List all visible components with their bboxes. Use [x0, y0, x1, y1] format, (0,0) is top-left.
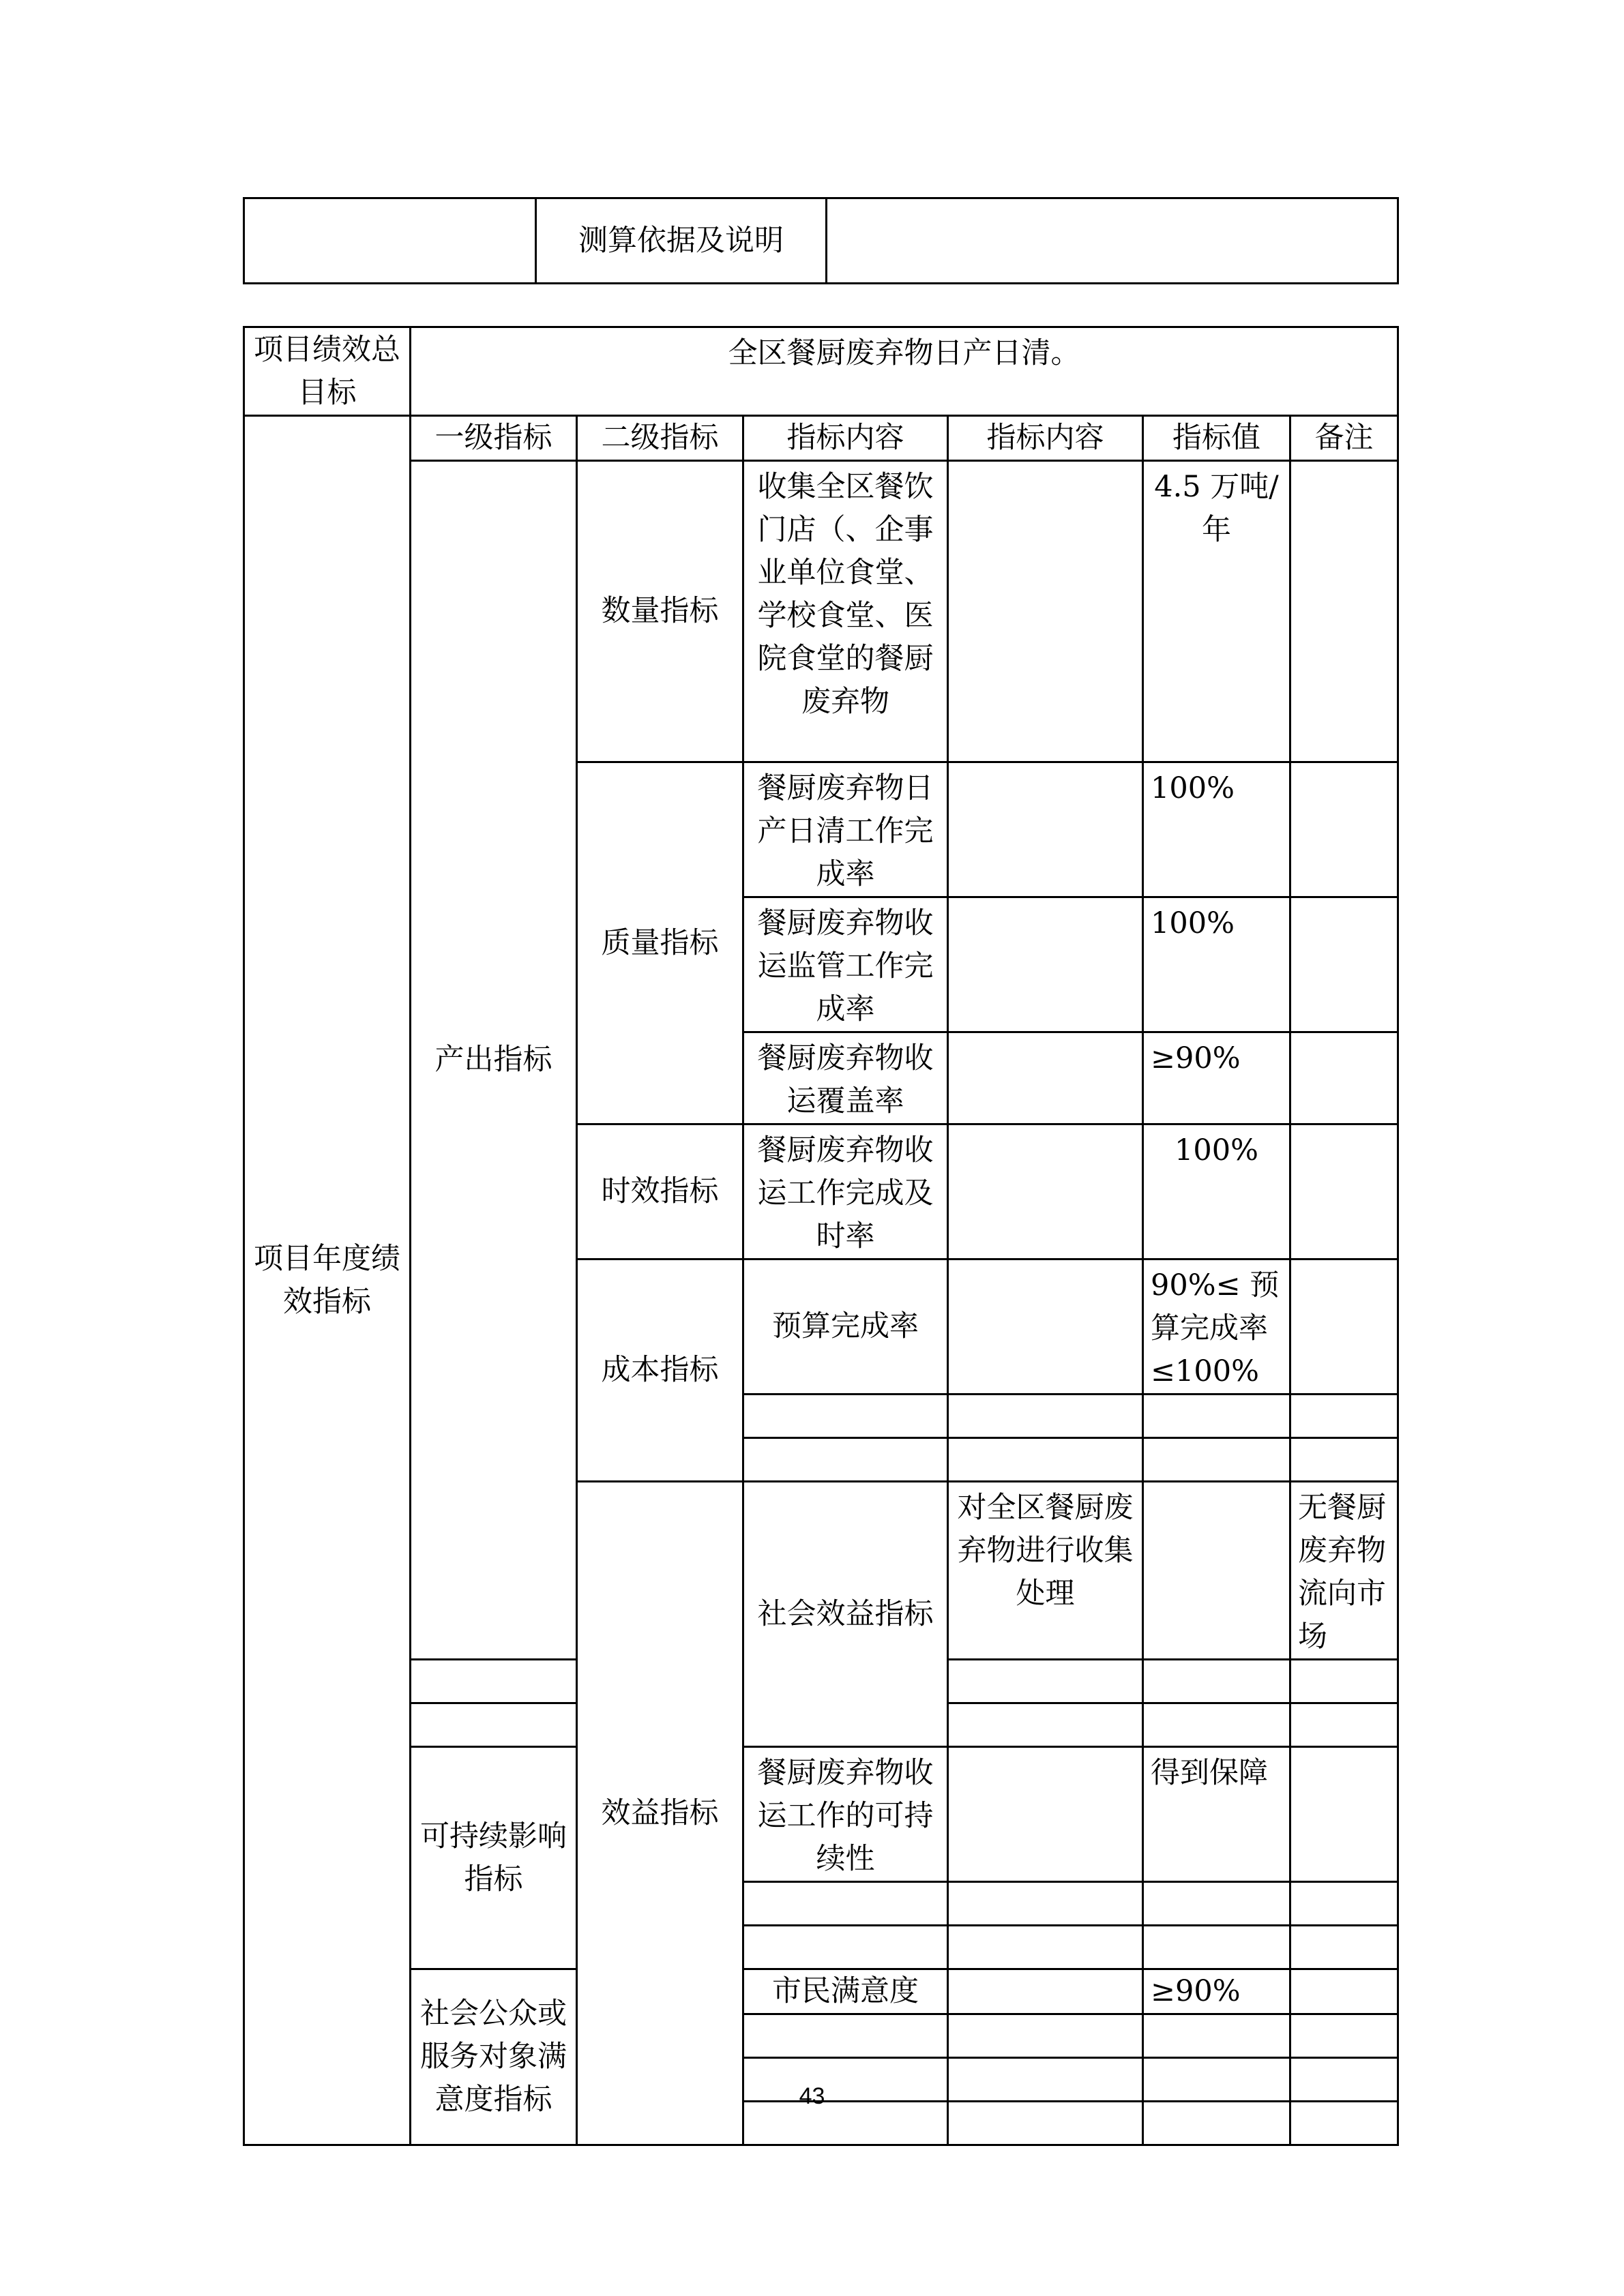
remark-cell [1290, 1259, 1398, 1395]
table-row [244, 1969, 1398, 2014]
indicator-content-2 [948, 1032, 1143, 1124]
goal-label: 项目绩效总目标 [244, 327, 411, 416]
goal-value: 全区餐厨废弃物日产日清。 [411, 327, 1398, 416]
level2-social-benefit: 社会效益指标 [743, 1482, 948, 1747]
remark-cell [1290, 762, 1398, 897]
header-value: 指标值 [1143, 416, 1290, 461]
level2-timeliness: 时效指标 [577, 1124, 743, 1259]
empty-cell [1290, 1703, 1398, 1747]
remark-cell [1290, 1747, 1398, 1882]
indicator-content: 预算完成率 [743, 1259, 948, 1395]
indicator-content: 餐厨废弃物收运覆盖率 [743, 1032, 948, 1124]
page-number: 43 [799, 2083, 825, 2109]
indicator-value: 90%≤ 预算完成率≤100% [1143, 1259, 1290, 1395]
level2-quality: 质量指标 [577, 762, 743, 1124]
empty-cell [1143, 1438, 1290, 1482]
empty-cell [1143, 1703, 1290, 1747]
indicator-content-2 [948, 1969, 1143, 2014]
empty-cell [1143, 1882, 1290, 1926]
header-remark: 备注 [1290, 416, 1398, 461]
empty-cell [1143, 1926, 1290, 1969]
empty-cell [1290, 1926, 1398, 1969]
empty-cell [743, 1926, 948, 1969]
empty-cell [1290, 1660, 1398, 1703]
indicator-value: ≥90% [1143, 1032, 1290, 1124]
level2-quantity: 数量指标 [577, 461, 743, 762]
empty-cell [948, 1926, 1143, 1969]
empty-cell [948, 1703, 1143, 1747]
empty-cell [948, 1438, 1143, 1482]
level2-sustainable: 可持续影响指标 [411, 1747, 577, 1969]
empty-cell [1143, 2014, 1290, 2058]
calc-basis-table [243, 197, 1399, 284]
header-content-2: 指标内容 [948, 416, 1143, 461]
indicator-content-2 [948, 897, 1143, 1032]
indicator-content: 市民满意度 [743, 1969, 948, 2014]
empty-cell [948, 1395, 1143, 1438]
indicator-value: 无餐厨废弃物流向市场 [1290, 1482, 1398, 1660]
header-level2: 二级指标 [577, 416, 743, 461]
indicator-value: 4.5 万吨/年 [1143, 461, 1290, 762]
remark-cell [1290, 897, 1398, 1032]
level1-output: 产出指标 [411, 461, 577, 1660]
table-row [244, 1747, 1398, 1882]
indicator-content: 对全区餐厨废弃物进行收集处理 [948, 1482, 1143, 1660]
empty-cell [948, 1882, 1143, 1926]
indicator-value: 100% [1143, 897, 1290, 1032]
remark-cell [1290, 1032, 1398, 1124]
empty-cell [743, 1882, 948, 1926]
remark-cell [1290, 1124, 1398, 1259]
indicator-content-2 [948, 461, 1143, 762]
header-content: 指标内容 [743, 416, 948, 461]
header-level1: 一级指标 [411, 416, 577, 461]
empty-cell [1290, 1438, 1398, 1482]
empty-cell [244, 198, 536, 284]
indicator-content: 餐厨废弃物收运监管工作完成率 [743, 897, 948, 1032]
goal-row [244, 327, 1398, 416]
indicator-value: 100% [1143, 1124, 1290, 1259]
empty-cell [948, 2014, 1143, 2058]
indicator-content: 收集全区餐饮门店（、企事业单位食堂、学校食堂、医院食堂的餐厨废弃物 [743, 461, 948, 762]
level2-satisfaction: 社会公众或服务对象满意度指标 [411, 1969, 577, 2145]
empty-cell [411, 1703, 577, 1747]
indicator-content: 餐厨废弃物日产日清工作完成率 [743, 762, 948, 897]
indicator-value: ≥90% [1143, 1969, 1290, 2014]
empty-cell [1290, 2014, 1398, 2058]
indicator-content-2 [948, 1124, 1143, 1259]
empty-cell [948, 1660, 1143, 1703]
indicator-content-2 [1143, 1482, 1290, 1660]
indicator-content-2 [948, 762, 1143, 897]
performance-table [243, 326, 1399, 2146]
indicator-content-2 [948, 1747, 1143, 1882]
empty-cell [1143, 1660, 1290, 1703]
remark-cell [1290, 461, 1398, 762]
empty-cell [743, 1438, 948, 1482]
level1-benefit: 效益指标 [577, 1482, 743, 2145]
indicator-value: 得到保障 [1143, 1747, 1290, 1882]
level2-cost: 成本指标 [577, 1259, 743, 1482]
indicator-content-2 [948, 1259, 1143, 1395]
calc-basis-row [244, 198, 1398, 284]
indicator-value: 100% [1143, 762, 1290, 897]
remark-cell [1290, 1969, 1398, 2014]
table-row [244, 461, 1398, 762]
indicator-content: 餐厨废弃物收运工作完成及时率 [743, 1124, 948, 1259]
empty-cell [1290, 1395, 1398, 1438]
empty-cell [1290, 1882, 1398, 1926]
calc-basis-label: 测算依据及说明 [536, 198, 827, 284]
calc-basis-value [827, 198, 1398, 284]
indicator-content: 餐厨废弃物收运工作的可持续性 [743, 1747, 948, 1882]
empty-cell [743, 2014, 948, 2058]
empty-cell [411, 1660, 577, 1703]
empty-cell [1143, 1395, 1290, 1438]
empty-cell [743, 1395, 948, 1438]
header-row [244, 416, 1398, 461]
annual-indicator-label: 项目年度绩效指标 [244, 416, 411, 2145]
